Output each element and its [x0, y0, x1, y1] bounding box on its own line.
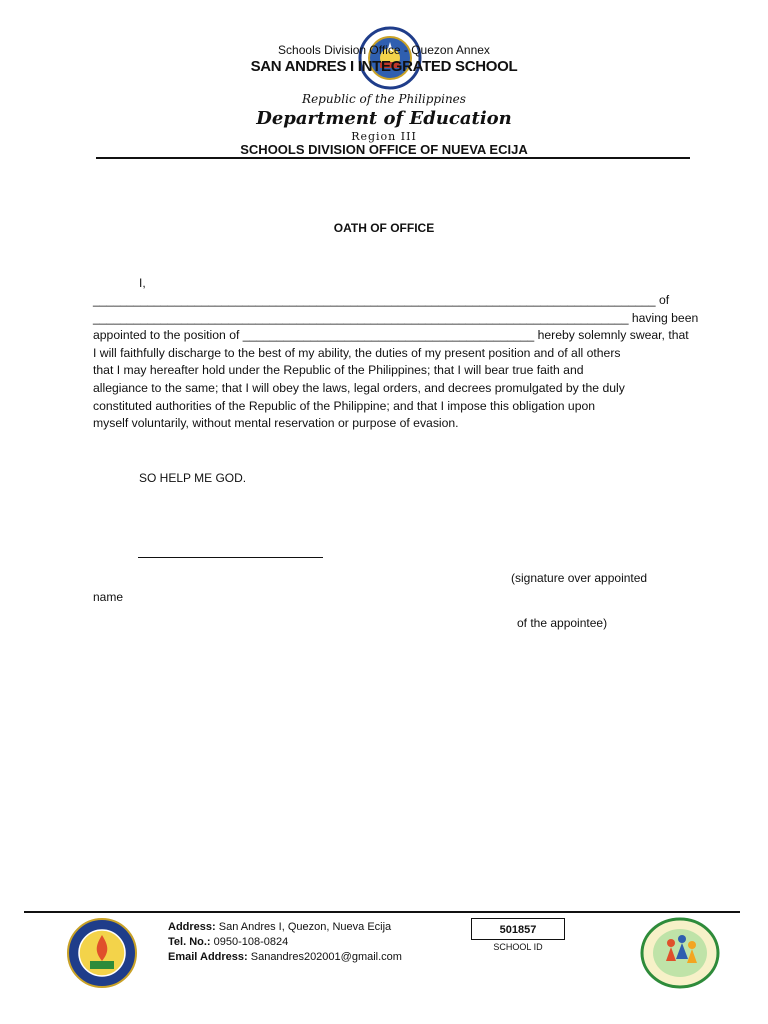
division-annex-heading: Schools Division Office - Quezon Annex [278, 43, 490, 57]
email-value: Sanandres202001@gmail.com [247, 951, 402, 963]
region-heading: Region III [351, 130, 417, 143]
oath-line: _______________________________________________________________________________ having been [93, 310, 699, 325]
republic-heading: Republic of the Philippines [302, 92, 466, 106]
oath-paragraph [93, 292, 699, 433]
header-divider [96, 157, 690, 159]
closing-phrase: SO HELP ME GOD. [139, 471, 247, 485]
oath-line: I will faithfully discharge to the best of my ability, the duties of my present position and of all others [93, 345, 621, 360]
document-title: OATH OF OFFICE [333, 221, 435, 235]
oath-opening: I, [139, 276, 146, 290]
footer-divider [24, 911, 740, 913]
school-logo-icon [66, 917, 138, 989]
tel-value: 0950-108-0824 [210, 936, 289, 948]
oath-line: that I may hereafter hold under the Republic of the Philippines; that I will bear true faith and [93, 363, 584, 378]
department-heading: Department of Education [256, 108, 512, 129]
tel-label: Tel. No.: [168, 936, 211, 948]
signature-label: name [93, 590, 124, 604]
child-friendly-schools-logo-icon [640, 917, 720, 989]
oath-line: myself voluntarily, without mental reservation or purpose of evasion. [93, 416, 459, 431]
school-id-label: SCHOOL ID [493, 942, 543, 952]
oath-line: constituted authorities of the Republic of the Philippine; and that I impose this obligation upon [93, 398, 596, 413]
school-id-box: 501857 [471, 918, 565, 940]
signature-label: of the appointee) [517, 616, 608, 630]
address-value: San Andres I, Quezon, Nueva Ecija [215, 921, 392, 933]
email-label: Email Address: [168, 951, 248, 963]
oath-line: allegiance to the same; that I will obey the laws, legal orders, and decrees promulgated by the duly [93, 380, 625, 395]
oath-line: ___________________________________________________________________________________ of [93, 293, 670, 307]
signature-label: (signature over appointed [511, 571, 648, 585]
signature-line [138, 557, 323, 558]
footer-contact [168, 920, 402, 965]
division-office-heading: SCHOOLS DIVISION OFFICE OF NUEVA ECIJA [240, 142, 528, 157]
school-name-heading: SAN ANDRES I INTEGRATED SCHOOL [250, 58, 518, 75]
address-label: Address: [168, 921, 216, 933]
oath-line: appointed to the position of ___________________________________________ hereby solemnly swear, that [93, 328, 689, 343]
